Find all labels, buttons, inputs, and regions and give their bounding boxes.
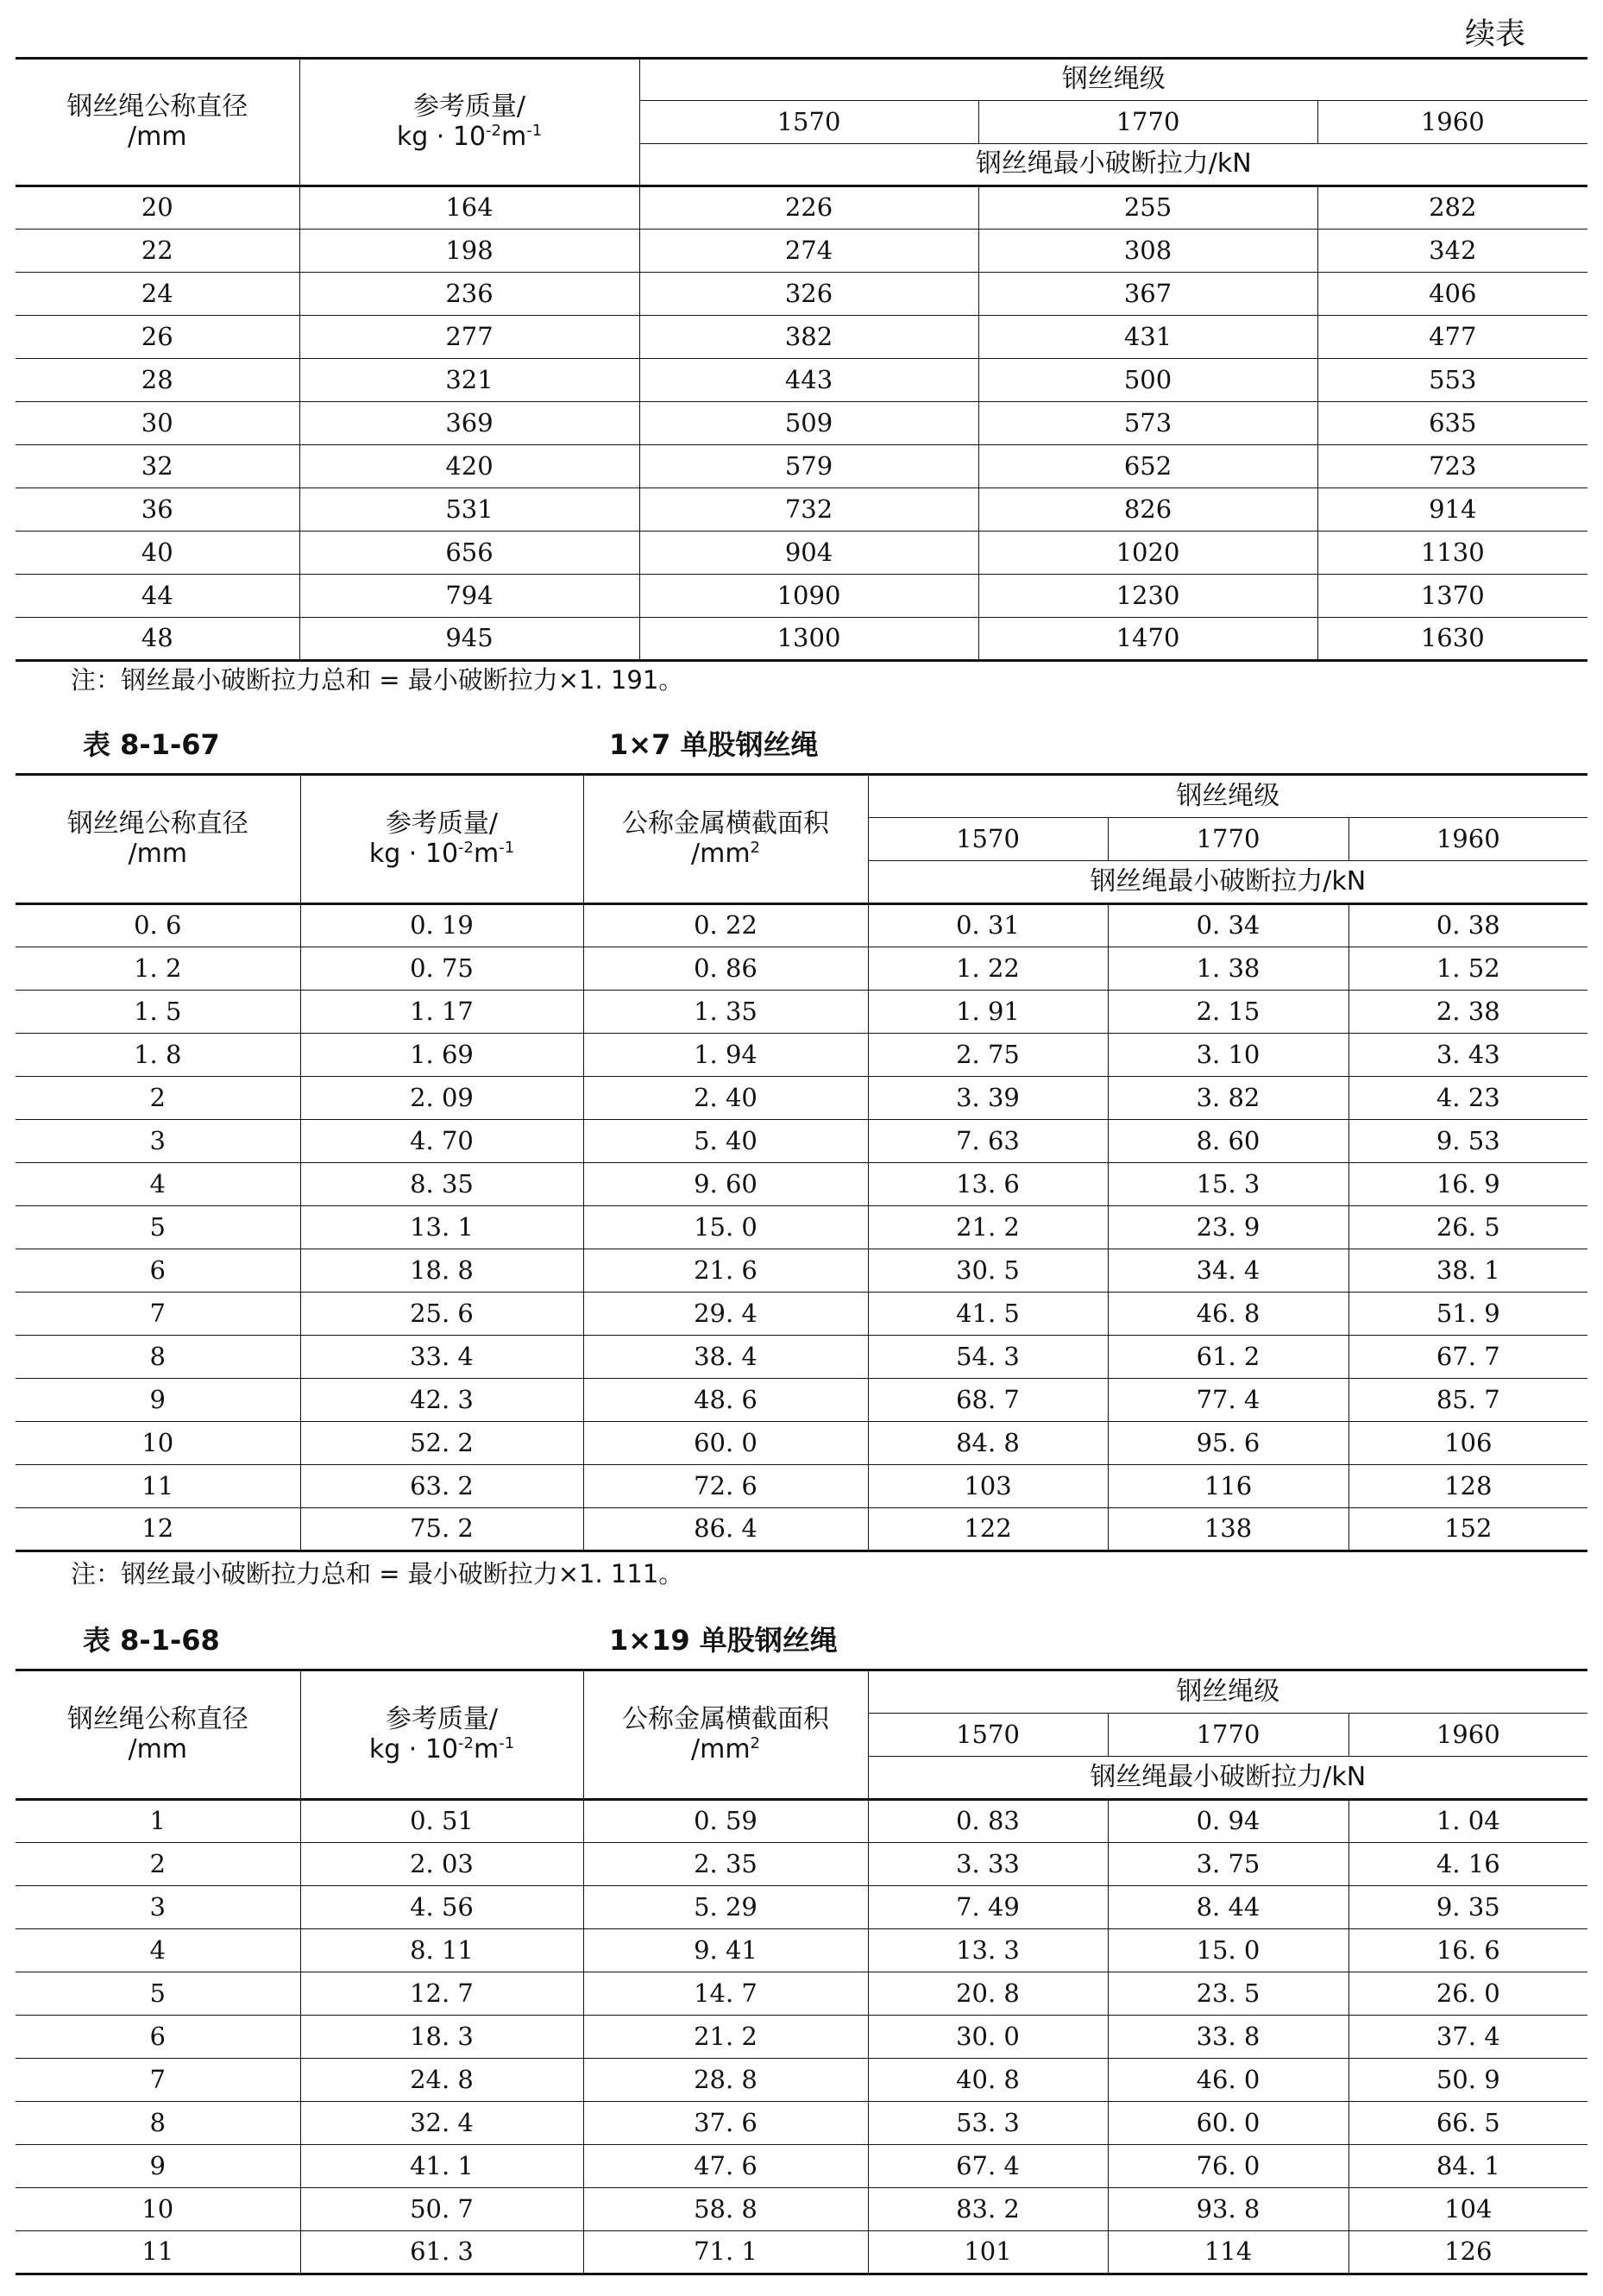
table-cell: 46. 0: [1108, 2059, 1348, 2102]
table-cell: 37. 6: [583, 2102, 868, 2145]
table-cell: 0. 59: [583, 1800, 868, 1843]
table-cell: 71. 1: [583, 2231, 868, 2274]
table-cell: 44: [16, 575, 299, 618]
table-row: [16, 575, 1587, 618]
table-row: [16, 1800, 1587, 1843]
table-cell: 308: [978, 230, 1317, 273]
table-cell: 0. 86: [583, 947, 868, 991]
table-cell: 0. 6: [16, 904, 300, 947]
table-cell: 41. 5: [868, 1293, 1108, 1336]
table-cell: 10: [16, 2188, 300, 2231]
table-row: [16, 947, 1587, 991]
header-force: 钢丝绳最小破断拉力/kN: [868, 1757, 1587, 1800]
table-cell: 531: [299, 488, 639, 532]
table-cell: 0. 51: [300, 1800, 583, 1843]
table-cell: 30: [16, 402, 299, 445]
table-cell: 15. 0: [1108, 1929, 1348, 1972]
table-row: [16, 2059, 1587, 2102]
table-cell: 23. 9: [1108, 1206, 1348, 1249]
table-row: [16, 2102, 1587, 2145]
table-cell: 1130: [1317, 532, 1587, 575]
header-grade: 钢丝绳级: [868, 1670, 1587, 1714]
table-cell: 3. 75: [1108, 1843, 1348, 1886]
table-row: [16, 273, 1587, 316]
header-force: 钢丝绳最小破断拉力/kN: [639, 144, 1587, 186]
table-cell: 20: [16, 186, 299, 230]
table-row: [16, 1249, 1587, 1293]
header-diameter: 钢丝绳公称直径 /mm: [16, 1670, 300, 1800]
table-cell: 4. 23: [1348, 1077, 1587, 1120]
table-cell: 0. 83: [868, 1800, 1108, 1843]
table-row: [16, 230, 1587, 273]
table-cell: 16. 6: [1348, 1929, 1587, 1972]
header-grade-1570: 1570: [868, 1714, 1108, 1757]
table-cell: 53. 3: [868, 2102, 1108, 2145]
table-cell: 11: [16, 1465, 300, 1508]
table-cell: 652: [978, 445, 1317, 488]
table-cell: 7. 63: [868, 1120, 1108, 1163]
table-cell: 274: [639, 230, 978, 273]
table-cell: 11: [16, 2231, 300, 2274]
table-cell: 40: [16, 532, 299, 575]
table-cell: 1. 8: [16, 1034, 300, 1077]
table-cell: 2: [16, 1843, 300, 1886]
table-cell: 8: [16, 2102, 300, 2145]
table-cell: 2. 38: [1348, 991, 1587, 1034]
table-row: [16, 2231, 1587, 2274]
table-row: [16, 2145, 1587, 2188]
table-cell: 103: [868, 1465, 1108, 1508]
table-row: [16, 1120, 1587, 1163]
header-grade-1570: 1570: [868, 818, 1108, 861]
table-cell: 8: [16, 1336, 300, 1379]
table-cell: 732: [639, 488, 978, 532]
table-cell: 36: [16, 488, 299, 532]
table-caption: [83, 723, 819, 763]
table-row: [16, 1929, 1587, 1972]
table-cell: 138: [1108, 1508, 1348, 1551]
table-cell: 635: [1317, 402, 1587, 445]
table-cell: 0. 94: [1108, 1800, 1348, 1843]
table-cell: 1470: [978, 618, 1317, 661]
table-cell: 3. 39: [868, 1077, 1108, 1120]
table-cell: 477: [1317, 316, 1587, 359]
table-row: [16, 445, 1587, 488]
table-note: 注：钢丝最小破断拉力总和 = 最小破断拉力×1. 191。: [71, 665, 684, 695]
header-grade: 钢丝绳级: [868, 775, 1587, 818]
table-cell: 1370: [1317, 575, 1587, 618]
table-cell: 50. 7: [300, 2188, 583, 2231]
header-grade-1960: 1960: [1348, 1714, 1587, 1757]
header-grade-1960: 1960: [1317, 101, 1587, 144]
table-cell: 1. 17: [300, 991, 583, 1034]
table-cell: 77. 4: [1108, 1379, 1348, 1422]
table-cell: 13. 6: [868, 1163, 1108, 1206]
table-cell: 420: [299, 445, 639, 488]
table-cell: 16. 9: [1348, 1163, 1587, 1206]
table-cell: 72. 6: [583, 1465, 868, 1508]
table-cell: 2: [16, 1077, 300, 1120]
table-cell: 914: [1317, 488, 1587, 532]
table-cell: 101: [868, 2231, 1108, 2274]
table-cell: 794: [299, 575, 639, 618]
table-cell: 37. 4: [1348, 2016, 1587, 2059]
table-cell: 723: [1317, 445, 1587, 488]
table-cell: 84. 1: [1348, 2145, 1587, 2188]
table-row: [16, 1379, 1587, 1422]
table-cell: 14. 7: [583, 1972, 868, 2016]
table-cell: 1090: [639, 575, 978, 618]
table-cell: 34. 4: [1108, 1249, 1348, 1293]
table-cell: 26. 5: [1348, 1206, 1587, 1249]
table-cell: 367: [978, 273, 1317, 316]
table-caption: [83, 1619, 838, 1658]
table-cell: 255: [978, 186, 1317, 230]
table-cell: 61. 2: [1108, 1336, 1348, 1379]
table-title: 1×7 单股钢丝绳: [609, 728, 819, 761]
table-cell: 1. 91: [868, 991, 1108, 1034]
table-cell: 22: [16, 230, 299, 273]
table-row: [16, 1972, 1587, 2016]
table-cell: 48: [16, 618, 299, 661]
table-cell: 904: [639, 532, 978, 575]
table-cell: 54. 3: [868, 1336, 1108, 1379]
table-cell: 15. 0: [583, 1206, 868, 1249]
table-cell: 7. 49: [868, 1886, 1108, 1929]
table-cell: 32: [16, 445, 299, 488]
table-row: [16, 1206, 1587, 1249]
table-cell: 122: [868, 1508, 1108, 1551]
table-cell: 13. 1: [300, 1206, 583, 1249]
table-cell: 553: [1317, 359, 1587, 402]
table-cell: 106: [1348, 1422, 1587, 1465]
table-cell: 277: [299, 316, 639, 359]
table-cell: 1300: [639, 618, 978, 661]
table-cell: 2. 75: [868, 1034, 1108, 1077]
table-cell: 46. 8: [1108, 1293, 1348, 1336]
table-cell: 1. 22: [868, 947, 1108, 991]
table-cell: 236: [299, 273, 639, 316]
table-cell: 326: [639, 273, 978, 316]
table-cell: 60. 0: [1108, 2102, 1348, 2145]
table-cell: 116: [1108, 1465, 1348, 1508]
table-cell: 152: [1348, 1508, 1587, 1551]
table-cell: 5: [16, 1206, 300, 1249]
table-cell: 6: [16, 1249, 300, 1293]
table-cell: 126: [1348, 2231, 1587, 2274]
table-cell: 1: [16, 1800, 300, 1843]
table-cell: 369: [299, 402, 639, 445]
table-cell: 1. 2: [16, 947, 300, 991]
table-cell: 24: [16, 273, 299, 316]
table-title: 1×19 单股钢丝绳: [609, 1624, 838, 1657]
table-cell: 15. 3: [1108, 1163, 1348, 1206]
table-cell: 0. 22: [583, 904, 868, 947]
table-cell: 41. 1: [300, 2145, 583, 2188]
table-cell: 3. 82: [1108, 1077, 1348, 1120]
table-cell: 75. 2: [300, 1508, 583, 1551]
table-cell: 25. 6: [300, 1293, 583, 1336]
table-cell: 0. 38: [1348, 904, 1587, 947]
table-cell: 29. 4: [583, 1293, 868, 1336]
table-cell: 443: [639, 359, 978, 402]
table-number: 表 8-1-68: [83, 1624, 220, 1657]
table-cell: 67. 4: [868, 2145, 1108, 2188]
table-row: [16, 1843, 1587, 1886]
table-cell: 8. 11: [300, 1929, 583, 1972]
table-cell: 945: [299, 618, 639, 661]
table-row: [16, 991, 1587, 1034]
header-area: 公称金属横截面积 $/mm^2$: [583, 775, 868, 904]
table-cell: 164: [299, 186, 639, 230]
table-cell: 500: [978, 359, 1317, 402]
table-cell: 33. 8: [1108, 2016, 1348, 2059]
table-cell: 30. 0: [868, 2016, 1108, 2059]
table-cell: 826: [978, 488, 1317, 532]
table-cell: 321: [299, 359, 639, 402]
table-cell: 26: [16, 316, 299, 359]
table-cell: 2. 15: [1108, 991, 1348, 1034]
table-cell: 2. 40: [583, 1077, 868, 1120]
table-row: [16, 904, 1587, 947]
table-row: [16, 1886, 1587, 1929]
table-cell: 38. 4: [583, 1336, 868, 1379]
table-cell: 8. 44: [1108, 1886, 1348, 1929]
table-cell: 1. 94: [583, 1034, 868, 1077]
table-cell: 67. 7: [1348, 1336, 1587, 1379]
table-cell: 21. 2: [868, 1206, 1108, 1249]
table-row: [16, 359, 1587, 402]
table-cell: 9. 41: [583, 1929, 868, 1972]
table-cell: 5. 40: [583, 1120, 868, 1163]
table-cell: 1. 52: [1348, 947, 1587, 991]
table-cell: 1. 04: [1348, 1800, 1587, 1843]
table-cell: 47. 6: [583, 2145, 868, 2188]
table-continued: [16, 57, 1587, 662]
table-cell: 114: [1108, 2231, 1348, 2274]
header-grade-1770: 1770: [978, 101, 1317, 144]
table-cell: 8. 35: [300, 1163, 583, 1206]
table-cell: 18. 8: [300, 1249, 583, 1293]
table-cell: 52. 2: [300, 1422, 583, 1465]
table-row: [16, 1336, 1587, 1379]
table-row: [16, 316, 1587, 359]
table-cell: 4: [16, 1929, 300, 1972]
table-cell: 0. 19: [300, 904, 583, 947]
table-cell: 1. 69: [300, 1034, 583, 1077]
table-cell: 7: [16, 1293, 300, 1336]
table-cell: 26. 0: [1348, 1972, 1587, 2016]
table-row: [16, 402, 1587, 445]
table-cell: 579: [639, 445, 978, 488]
table-cell: 84. 8: [868, 1422, 1108, 1465]
table-cell: 656: [299, 532, 639, 575]
table-cell: 86. 4: [583, 1508, 868, 1551]
table-number: 表 8-1-67: [83, 728, 220, 761]
table-cell: 33. 4: [300, 1336, 583, 1379]
table-cell: 3. 10: [1108, 1034, 1348, 1077]
table-cell: 5. 29: [583, 1886, 868, 1929]
table-row: [16, 1465, 1587, 1508]
table-cell: 128: [1348, 1465, 1587, 1508]
table-cell: 3: [16, 1120, 300, 1163]
header-mass: 参考质量/ kg · $10^{-2}m^{-1}$: [299, 59, 639, 186]
table-cell: 28. 8: [583, 2059, 868, 2102]
table-cell: 2. 09: [300, 1077, 583, 1120]
table-cell: 6: [16, 2016, 300, 2059]
table-cell: 4: [16, 1163, 300, 1206]
table-cell: 32. 4: [300, 2102, 583, 2145]
table-cell: 9. 60: [583, 1163, 868, 1206]
table-cell: 23. 5: [1108, 1972, 1348, 2016]
header-grade-1770: 1770: [1108, 1714, 1348, 1757]
table-cell: 85. 7: [1348, 1379, 1587, 1422]
table-cell: 83. 2: [868, 2188, 1108, 2231]
table-cell: 1230: [978, 575, 1317, 618]
table-cell: 13. 3: [868, 1929, 1108, 1972]
table-cell: 28: [16, 359, 299, 402]
table-cell: 0. 34: [1108, 904, 1348, 947]
table-cell: 282: [1317, 186, 1587, 230]
table-cell: 42. 3: [300, 1379, 583, 1422]
table-cell: 3: [16, 1886, 300, 1929]
table-cell: 12. 7: [300, 1972, 583, 2016]
table-cell: 30. 5: [868, 1249, 1108, 1293]
table-row: [16, 618, 1587, 661]
table-cell: 61. 3: [300, 2231, 583, 2274]
table-cell: 40. 8: [868, 2059, 1108, 2102]
table-row: [16, 488, 1587, 532]
table-cell: 1630: [1317, 618, 1587, 661]
table-cell: 342: [1317, 230, 1587, 273]
table-cell: 24. 8: [300, 2059, 583, 2102]
table-row: [16, 1508, 1587, 1551]
table-cell: 18. 3: [300, 2016, 583, 2059]
table-cell: 10: [16, 1422, 300, 1465]
table-cell: 21. 2: [583, 2016, 868, 2059]
table-cell: 48. 6: [583, 1379, 868, 1422]
table-cell: 60. 0: [583, 1422, 868, 1465]
table-row: [16, 1163, 1587, 1206]
table-cell: 9. 35: [1348, 1886, 1587, 1929]
table-cell: 5: [16, 1972, 300, 2016]
table-row: [16, 186, 1587, 230]
header-grade: 钢丝绳级: [639, 59, 1587, 101]
header-mass: 参考质量/ kg · $10^{-2}m^{-1}$: [300, 775, 583, 904]
header-grade-1570: 1570: [639, 101, 978, 144]
table-cell: 12: [16, 1508, 300, 1551]
table-cell: 573: [978, 402, 1317, 445]
table-1x19: [16, 1669, 1587, 2275]
table-cell: 93. 8: [1108, 2188, 1348, 2231]
table-cell: 7: [16, 2059, 300, 2102]
table-cell: 1. 38: [1108, 947, 1348, 991]
table-cell: 68. 7: [868, 1379, 1108, 1422]
table-cell: 3. 33: [868, 1843, 1108, 1886]
header-mass: 参考质量/ kg · $10^{-2}m^{-1}$: [300, 1670, 583, 1800]
table-cell: 226: [639, 186, 978, 230]
table-cell: 4. 70: [300, 1120, 583, 1163]
table-cell: 9: [16, 2145, 300, 2188]
table-cell: 198: [299, 230, 639, 273]
table-row: [16, 1422, 1587, 1465]
table-cell: 1. 5: [16, 991, 300, 1034]
table-cell: 9. 53: [1348, 1120, 1587, 1163]
table-row: [16, 2188, 1587, 2231]
table-cell: 50. 9: [1348, 2059, 1587, 2102]
table-row: [16, 532, 1587, 575]
table-row: [16, 1293, 1587, 1336]
table-cell: 431: [978, 316, 1317, 359]
table-cell: 0. 31: [868, 904, 1108, 947]
continued-table-label: 续表: [1465, 17, 1526, 52]
header-area: 公称金属横截面积 $/mm^2$: [583, 1670, 868, 1800]
header-grade-1770: 1770: [1108, 818, 1348, 861]
table-cell: 9: [16, 1379, 300, 1422]
table-cell: 4. 16: [1348, 1843, 1587, 1886]
table-cell: 406: [1317, 273, 1587, 316]
table-cell: 51. 9: [1348, 1293, 1587, 1336]
table-note: 注：钢丝最小破断拉力总和 = 最小破断拉力×1. 111。: [71, 1559, 684, 1588]
table-cell: 3. 43: [1348, 1034, 1587, 1077]
table-cell: 58. 8: [583, 2188, 868, 2231]
header-diameter: 钢丝绳公称直径 /mm: [16, 59, 299, 186]
table-cell: 509: [639, 402, 978, 445]
table-1x7: [16, 773, 1587, 1552]
table-cell: 38. 1: [1348, 1249, 1587, 1293]
table-cell: 95. 6: [1108, 1422, 1348, 1465]
table-row: [16, 1034, 1587, 1077]
table-cell: 8. 60: [1108, 1120, 1348, 1163]
table-cell: 4. 56: [300, 1886, 583, 1929]
table-cell: 104: [1348, 2188, 1587, 2231]
table-row: [16, 2016, 1587, 2059]
table-cell: 0. 75: [300, 947, 583, 991]
table-cell: 76. 0: [1108, 2145, 1348, 2188]
header-diameter: 钢丝绳公称直径 /mm: [16, 775, 300, 904]
table-cell: 2. 35: [583, 1843, 868, 1886]
table-row: [16, 1077, 1587, 1120]
table-cell: 382: [639, 316, 978, 359]
table-cell: 2. 03: [300, 1843, 583, 1886]
header-force: 钢丝绳最小破断拉力/kN: [868, 861, 1587, 904]
table-cell: 63. 2: [300, 1465, 583, 1508]
header-grade-1960: 1960: [1348, 818, 1587, 861]
table-cell: 21. 6: [583, 1249, 868, 1293]
table-cell: 1. 35: [583, 991, 868, 1034]
table-cell: 66. 5: [1348, 2102, 1587, 2145]
table-cell: 20. 8: [868, 1972, 1108, 2016]
table-cell: 1020: [978, 532, 1317, 575]
